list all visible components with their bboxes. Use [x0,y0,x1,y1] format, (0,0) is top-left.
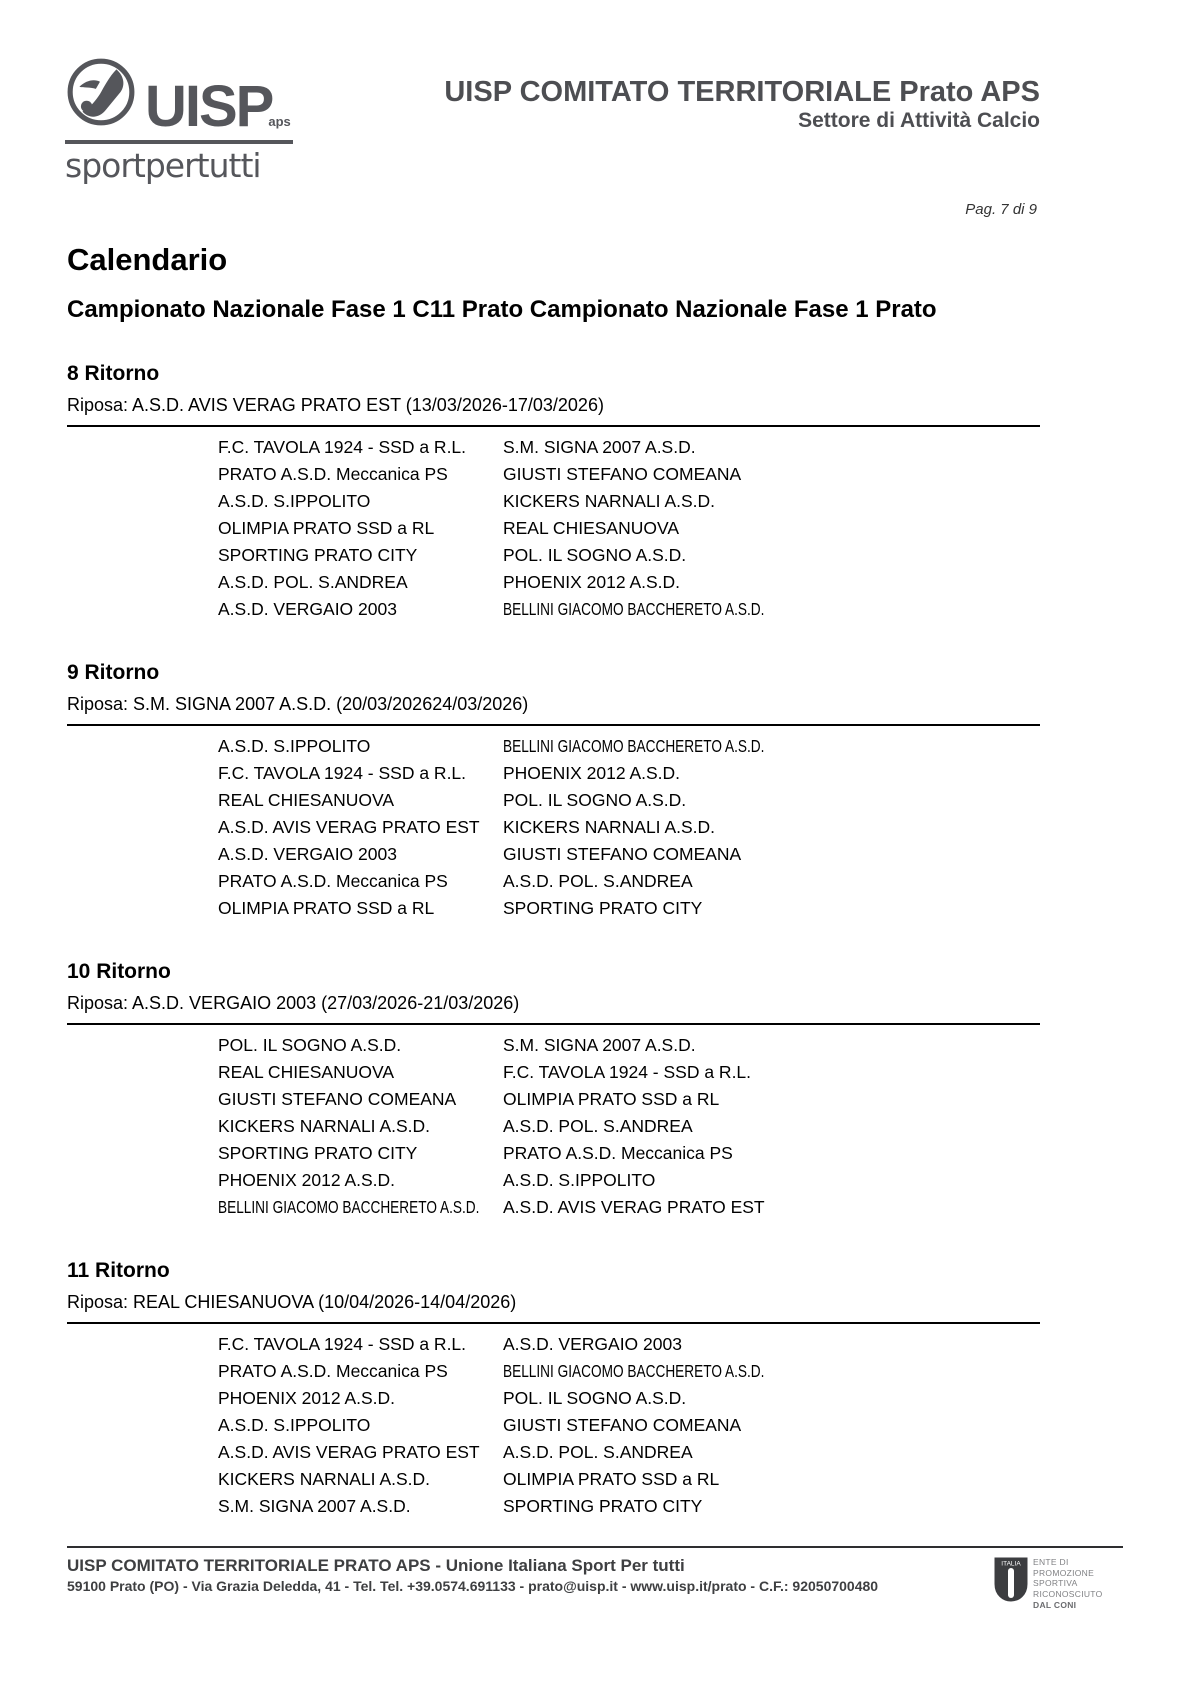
away-team: A.S.D. S.IPPOLITO [503,1170,656,1190]
match-row [218,760,1040,787]
away-team: A.S.D. VERGAIO 2003 [503,1334,682,1354]
match-list [67,434,1040,623]
match-row [218,488,1040,515]
away-team: PRATO A.S.D. Meccanica PS [503,1143,733,1163]
home-team: KICKERS NARNALI A.S.D. [218,1469,431,1489]
match-row [218,787,1040,814]
home-team: PRATO A.S.D. Meccanica PS [218,464,448,484]
match-row [218,1412,1040,1439]
away-team: PHOENIX 2012 A.S.D. [503,572,681,592]
match-row [218,1358,1040,1385]
home-team: A.S.D. S.IPPOLITO [218,736,371,756]
away-team: OLIMPIA PRATO SSD a RL [503,1089,720,1109]
home-team: A.S.D. AVIS VERAG PRATO EST [218,1442,480,1462]
round-section [67,362,1040,623]
match-row [218,1140,1040,1167]
home-team: F.C. TAVOLA 1924 - SSD a R.L. [218,763,467,783]
away-team: A.S.D. POL. S.ANDREA [503,1116,693,1136]
home-team: KICKERS NARNALI A.S.D. [218,1116,431,1136]
away-team: BELLINI GIACOMO BACCHERETO A.S.D. [503,599,765,619]
coni-shield-label: ITALIA [1001,1560,1021,1568]
match-list [67,733,1040,922]
away-team: GIUSTI STEFANO COMEANA [503,464,742,484]
away-team: POL. IL SOGNO A.S.D. [503,1388,687,1408]
document-body [67,242,1040,1520]
away-team: F.C. TAVOLA 1924 - SSD a R.L. [503,1062,752,1082]
home-team: SPORTING PRATO CITY [218,545,418,565]
footer-org-line: UISP COMITATO TERRITORIALE PRATO APS - Unione Italiana Sport Per tutti [67,1556,685,1575]
header [0,0,1190,185]
coni-badge-line3: RICONOSCIUTO [1033,1588,1103,1599]
header-title: UISP COMITATO TERRITORIALE Prato APS [444,76,1040,108]
match-row [218,1032,1040,1059]
home-team: OLIMPIA PRATO SSD a RL [218,898,435,918]
home-team: PRATO A.S.D. Meccanica PS [218,1361,448,1381]
home-team: PRATO A.S.D. Meccanica PS [218,871,448,891]
home-team: A.S.D. VERGAIO 2003 [218,599,397,619]
coni-badge-line4: DAL CONI [1033,1599,1077,1610]
coni-badge-text [1033,1557,1123,1610]
away-team: KICKERS NARNALI A.S.D. [503,817,716,837]
home-team: GIUSTI STEFANO COMEANA [218,1089,457,1109]
away-team: POL. IL SOGNO A.S.D. [503,790,687,810]
round-riposa: Riposa: S.M. SIGNA 2007 A.S.D. (20/03/202624/03/2026) [67,694,529,714]
match-row [218,895,1040,922]
section-rule [67,1023,1040,1025]
match-row [218,1194,1040,1221]
match-row [218,434,1040,461]
home-team: REAL CHIESANUOVA [218,790,395,810]
home-team: POL. IL SOGNO A.S.D. [218,1035,402,1055]
home-team: PHOENIX 2012 A.S.D. [218,1388,396,1408]
match-row [218,1113,1040,1140]
away-team: S.M. SIGNA 2007 A.S.D. [503,1035,696,1055]
home-team: PHOENIX 2012 A.S.D. [218,1170,396,1190]
round-title: 9 Ritorno [67,661,160,684]
away-team: GIUSTI STEFANO COMEANA [503,844,742,864]
rounds [67,362,1040,1520]
home-team: OLIMPIA PRATO SSD a RL [218,518,435,538]
footer [67,1546,1123,1610]
away-team: POL. IL SOGNO A.S.D. [503,545,687,565]
home-team: S.M. SIGNA 2007 A.S.D. [218,1496,411,1516]
match-row [218,542,1040,569]
page-indicator: Pag. 7 di 9 [965,201,1037,218]
match-row [218,1086,1040,1113]
section-rule [67,724,1040,726]
match-row [218,814,1040,841]
away-team: BELLINI GIACOMO BACCHERETO A.S.D. [503,736,765,756]
logo-brand: UISP [145,73,273,139]
round-riposa: Riposa: A.S.D. AVIS VERAG PRATO EST (13/03/2026-17/03/2026) [67,395,604,415]
coni-badge-line2: SPORTIVA [1033,1578,1078,1589]
logo-tagline: sportpertutti [65,146,261,185]
match-row [218,841,1040,868]
round-section [67,1259,1040,1520]
match-list [67,1331,1040,1520]
match-row [218,1439,1040,1466]
footer-address-line: 59100 Prato (PO) - Via Grazia Deledda, 41 - Tel. Tel. +39.0574.691133 - prato@uisp.it - www.uisp.it/prato - C.F.: 92050700480 [67,1578,879,1595]
home-team: A.S.D. S.IPPOLITO [218,1415,371,1435]
home-team: A.S.D. POL. S.ANDREA [218,572,408,592]
match-row [218,461,1040,488]
round-title: 8 Ritorno [67,362,160,385]
away-team: A.S.D. POL. S.ANDREA [503,871,693,891]
match-row [218,1385,1040,1412]
home-team: A.S.D. S.IPPOLITO [218,491,371,511]
away-team: OLIMPIA PRATO SSD a RL [503,1469,720,1489]
away-team: A.S.D. POL. S.ANDREA [503,1442,693,1462]
away-team: PHOENIX 2012 A.S.D. [503,763,681,783]
doc-title: Calendario [67,242,228,277]
coni-badge-line1: ENTE DI PROMOZIONE [1033,1557,1095,1578]
match-row [218,1167,1040,1194]
match-row [218,596,1040,623]
match-row [218,1331,1040,1358]
logo-aps-label: aps [268,113,291,129]
away-team: GIUSTI STEFANO COMEANA [503,1415,742,1435]
home-team: BELLINI GIACOMO BACCHERETO A.S.D. [218,1197,480,1217]
home-team: A.S.D. VERGAIO 2003 [218,844,397,864]
match-list [67,1032,1040,1221]
uisp-logo [65,56,300,185]
match-row [218,868,1040,895]
logo-divider [65,140,293,144]
round-riposa: Riposa: REAL CHIESANUOVA (10/04/2026-14/04/2026) [67,1292,517,1312]
away-team: SPORTING PRATO CITY [503,1496,703,1516]
home-team: SPORTING PRATO CITY [218,1143,418,1163]
round-title: 10 Ritorno [67,960,171,983]
section-rule [67,1322,1040,1324]
home-team: A.S.D. AVIS VERAG PRATO EST [218,817,480,837]
section-rule [67,425,1040,427]
home-team: F.C. TAVOLA 1924 - SSD a R.L. [218,437,467,457]
home-team: REAL CHIESANUOVA [218,1062,395,1082]
coni-shield-icon [994,1557,1028,1608]
match-row [218,1493,1040,1520]
uisp-emblem-icon [65,56,137,133]
round-riposa: Riposa: A.S.D. VERGAIO 2003 (27/03/2026-21/03/2026) [67,993,520,1013]
away-team: KICKERS NARNALI A.S.D. [503,491,716,511]
header-subtitle: Settore di Attività Calcio [798,109,1040,133]
match-row [218,733,1040,760]
round-section [67,661,1040,922]
away-team: REAL CHIESANUOVA [503,518,680,538]
round-title: 11 Ritorno [67,1259,170,1282]
home-team: F.C. TAVOLA 1924 - SSD a R.L. [218,1334,467,1354]
doc-subtitle: Campionato Nazionale Fase 1 C11 Prato Campionato Nazionale Fase 1 Prato [67,296,937,323]
match-row [218,515,1040,542]
away-team: S.M. SIGNA 2007 A.S.D. [503,437,696,457]
round-section [67,960,1040,1221]
away-team: SPORTING PRATO CITY [503,898,703,918]
coni-badge [994,1557,1123,1610]
away-team: A.S.D. AVIS VERAG PRATO EST [503,1197,765,1217]
match-row [218,569,1040,596]
match-row [218,1059,1040,1086]
away-team: BELLINI GIACOMO BACCHERETO A.S.D. [503,1361,765,1381]
match-row [218,1466,1040,1493]
